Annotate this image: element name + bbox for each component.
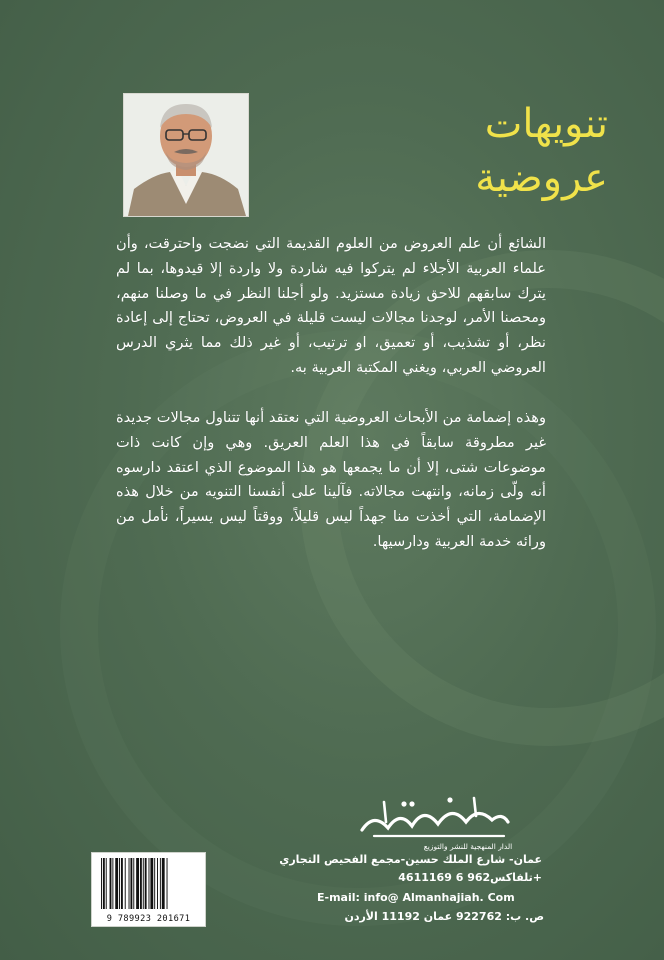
barcode-bars <box>92 853 205 913</box>
book-title-line2: عروضية <box>475 155 608 201</box>
barcode-bar <box>112 858 113 909</box>
barcode-bar <box>157 858 158 909</box>
barcode-bar <box>130 858 132 909</box>
barcode-bar <box>162 858 165 909</box>
blurb-paragraph-2: وهذه إضمامة من الأبحاث العروضية التي نعتقد أنها تتناول مجالات جديدة غير مطروقة سابقاً في هذا العلم العريق. وهي وإن كانت ذات موضوعات شتى، إلا أن ما يجمعها هو هذا الموضوع الذي اعتقد دارسوه أنه ولّى زمانه، وانتهت مجالاته. فآلينا على أنفسنا التنويه من خلال هذه الإضمامة، التي أخذت منا جهداً ليس قليلاً، ووقتاً ليس يسيراً، نأمل من ورائه خدمة العربية ودارسيها. <box>116 409 546 550</box>
publisher-fax: تلفاكس962 6 4611169+ <box>398 871 542 884</box>
barcode-bar <box>145 858 147 909</box>
barcode-bar <box>101 858 102 909</box>
barcode-bar <box>129 858 130 909</box>
barcode-bar <box>136 858 139 909</box>
barcode-bar <box>125 858 126 909</box>
barcode-number: 9 789923 201671 <box>106 914 191 924</box>
author-photo <box>123 93 249 217</box>
book-title-line1: تنويهات <box>484 101 608 147</box>
publisher-logo <box>354 792 514 842</box>
publisher-address: عمان- شارع الملك حسين-مجمع الفحيص التجاري <box>279 853 542 866</box>
barcode-bar <box>115 858 118 909</box>
barcode-bar <box>150 858 153 909</box>
author-portrait-image <box>124 94 248 216</box>
publisher-pobox: ص. ب: 922762 عمان 11192 الأردن <box>344 910 544 923</box>
publisher-subtitle: الدار المنهجية للنشر والتوزيع <box>423 842 513 851</box>
barcode-bar <box>119 858 120 909</box>
barcode-bar <box>110 858 112 909</box>
barcode-bar <box>140 858 142 909</box>
publisher-email: E-mail: info@ Almanhajiah. Com <box>317 891 515 904</box>
barcode-bar <box>133 858 134 909</box>
barcode-bar <box>160 858 161 909</box>
barcode-bar <box>103 858 105 909</box>
barcode-bar <box>121 858 123 909</box>
barcode-bar <box>143 858 144 909</box>
publisher-calligraphy-logo <box>354 792 514 842</box>
barcode-bar <box>154 858 155 909</box>
barcode-bar <box>149 858 150 909</box>
barcode-bar <box>167 858 168 909</box>
barcode-bar <box>106 858 107 909</box>
isbn-barcode <box>91 852 206 927</box>
blurb-paragraph-1: الشائع أن علم العروض من العلوم القديمة التي نضجت واحترقت، وأن علماء العربية الأجلاء لم يتركوا فيه شاردة ولا واردة إلا قيدوها، بما لم يترك سابقهم للاحق زيادة مستزيد. ولو أجلنا النظر في ما وصلنا منهم، ومحصنا الأمر، لوجدنا مجالات ليست قليلة في العروض، تحتاج إلى إعادة نظر، أو تشذيب، أو تعميق، او ترتيب، أو غير ذلك مما يثري الدرس العروضي العربي، ويغني المكتبة العربية به. <box>116 235 546 376</box>
